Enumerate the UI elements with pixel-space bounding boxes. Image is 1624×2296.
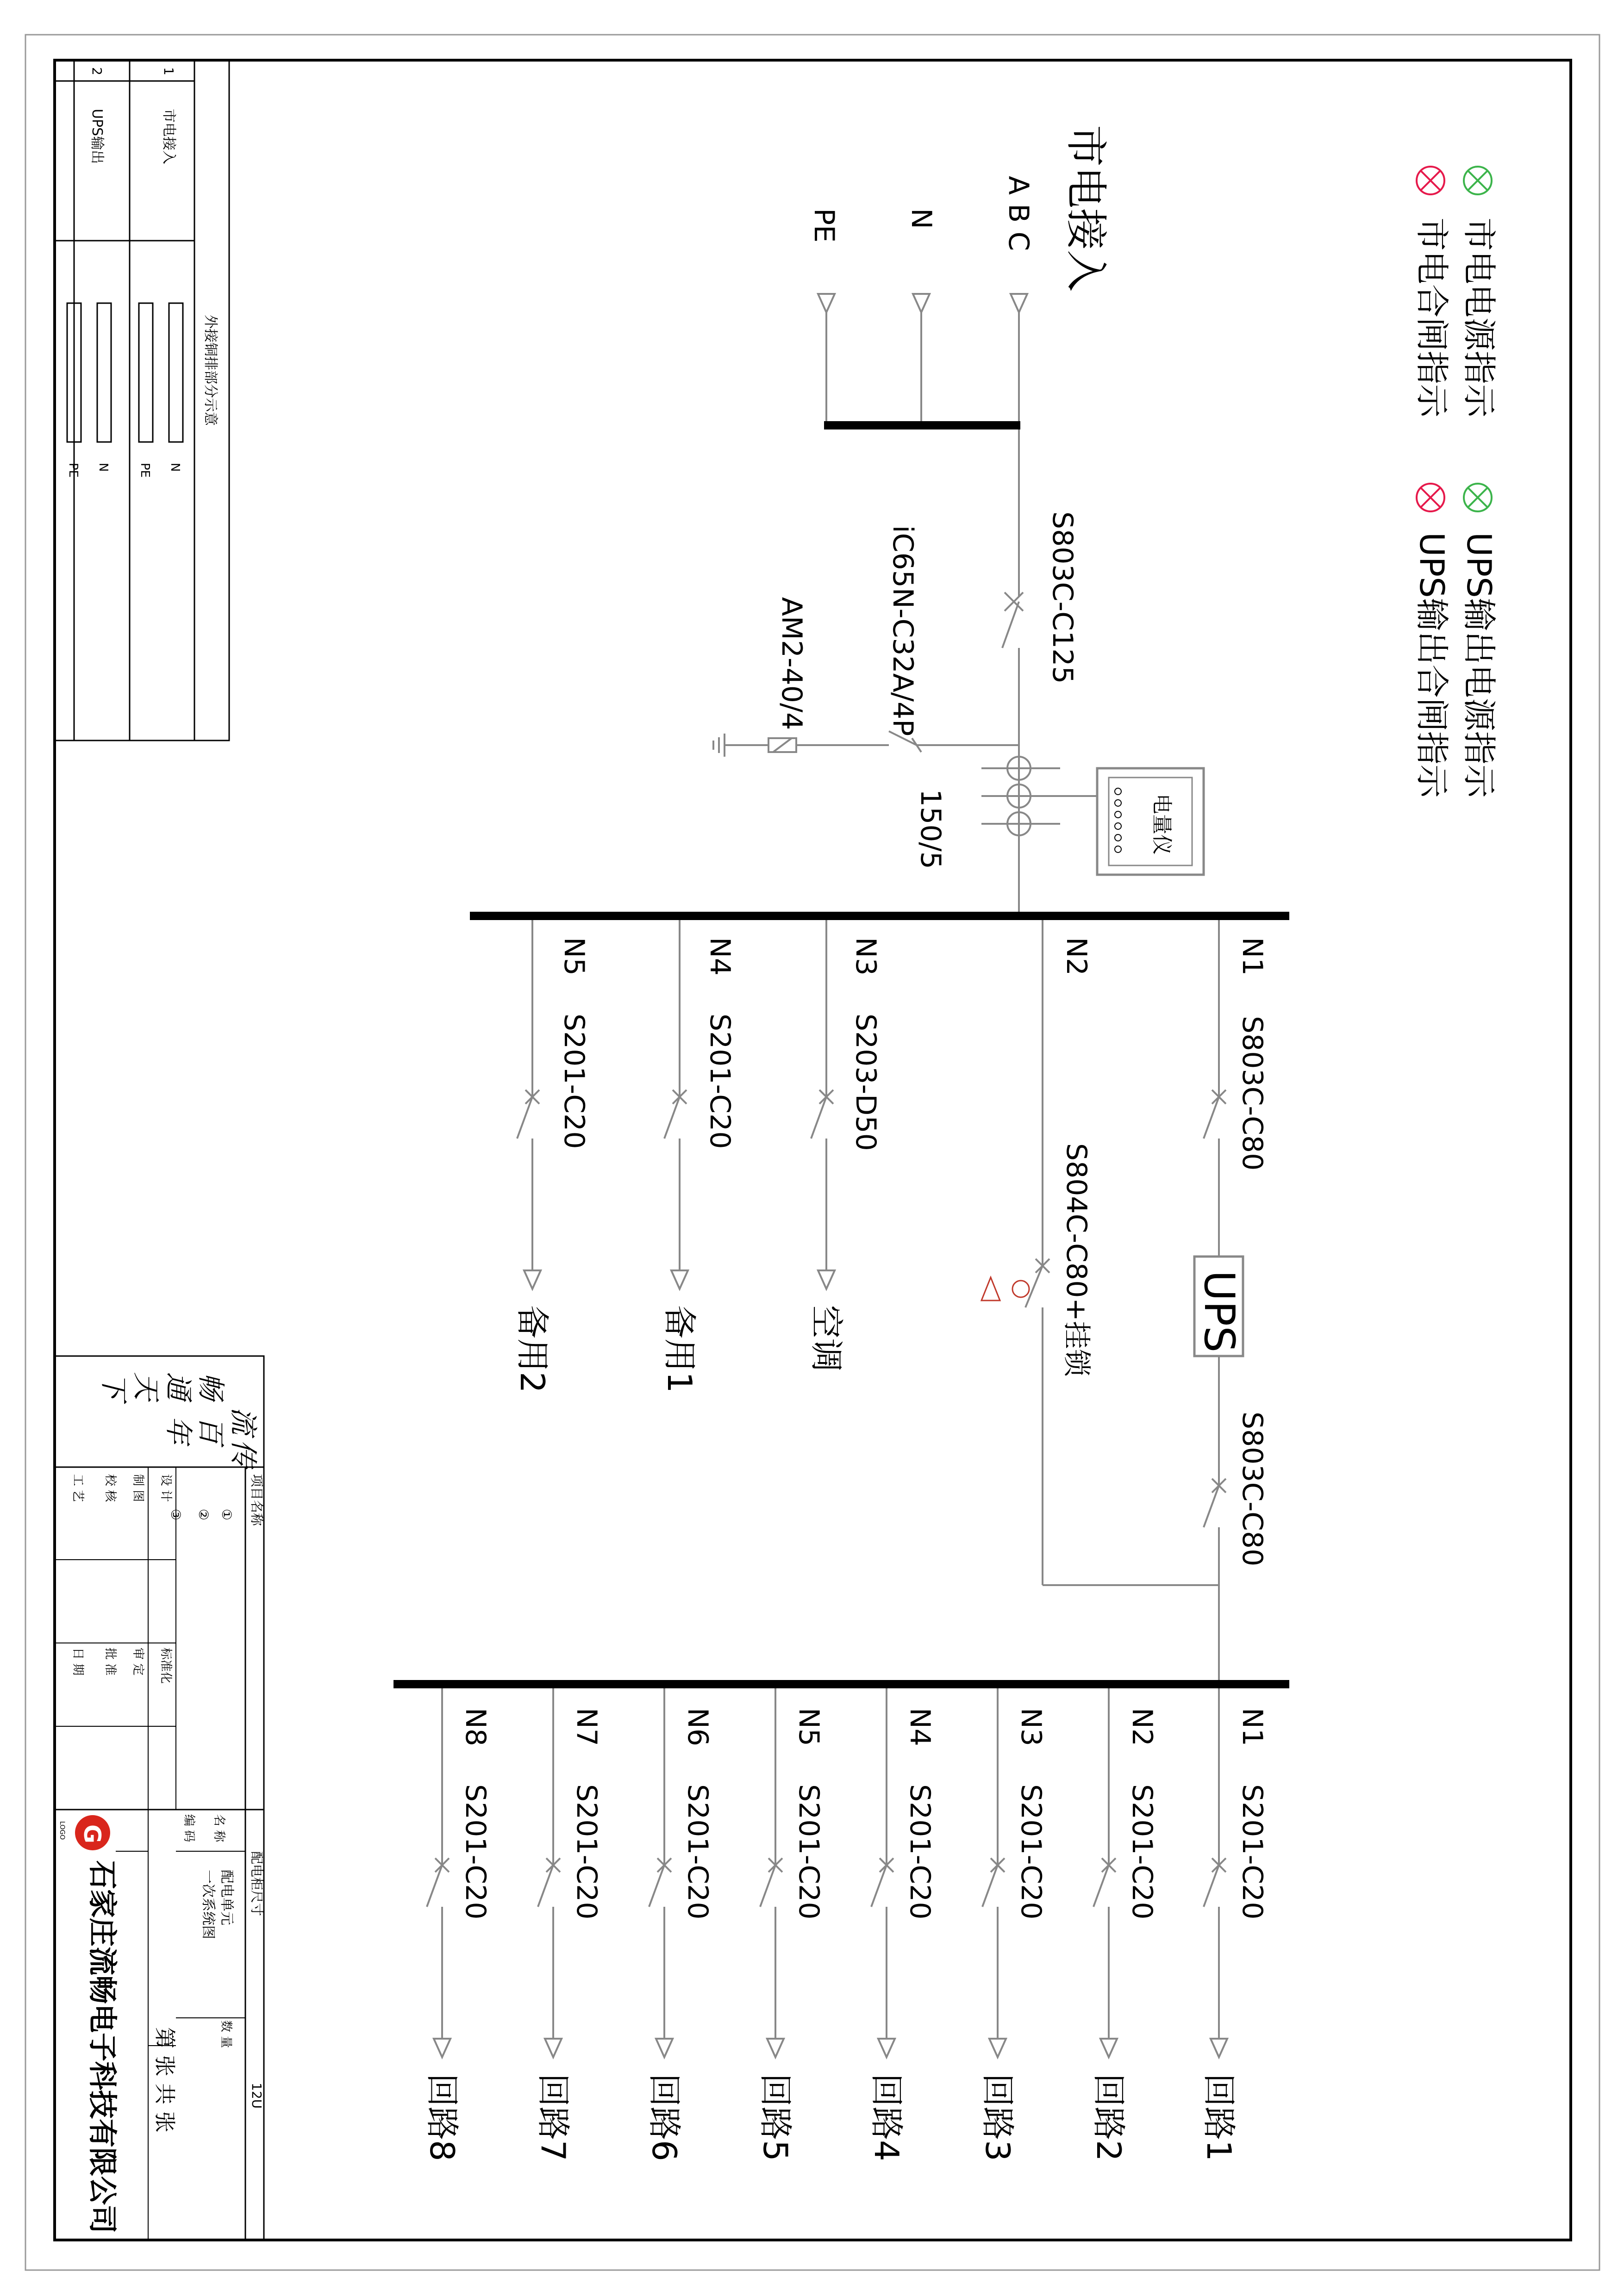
feeder-breaker: S201-C20 bbox=[704, 1014, 736, 1149]
slogan-char: 年 bbox=[162, 1416, 194, 1444]
output-arrow-icon bbox=[656, 2039, 673, 2057]
feeder-id: N7 bbox=[570, 1708, 603, 1747]
input-arrow-pe bbox=[818, 294, 835, 312]
bar-label: PE bbox=[66, 463, 80, 478]
phase-labels: A B C bbox=[1002, 176, 1035, 251]
feeder-breaker: S201-C20 bbox=[1015, 1784, 1047, 1920]
feeder-load: 空调 bbox=[807, 1305, 846, 1372]
legend-label-2: 市电合闸指示 bbox=[1412, 218, 1451, 418]
rev-3: ③ bbox=[168, 1509, 183, 1521]
feeder-id: N1 bbox=[1236, 1708, 1268, 1747]
legend-item-1 bbox=[1460, 167, 1499, 418]
meter-label: 电量仪 bbox=[1150, 794, 1174, 855]
qty-label: 数 量 bbox=[219, 2020, 233, 2048]
feeder-breaker: S201-C20 bbox=[793, 1784, 825, 1920]
cabinet-size-label: 配电柜尺寸 bbox=[249, 1851, 264, 1916]
feeder-id: N3 bbox=[1015, 1708, 1047, 1747]
feeder-breaker: S201-C20 bbox=[904, 1784, 936, 1920]
bar-label: PE bbox=[138, 463, 152, 478]
feeder-breaker: S201-C20 bbox=[570, 1784, 603, 1920]
process-label: 工 艺 bbox=[71, 1474, 85, 1502]
breaker-contact bbox=[760, 1865, 775, 1907]
legend-item-3 bbox=[1460, 484, 1499, 798]
breaker-contact bbox=[427, 1865, 442, 1907]
output-arrow-icon bbox=[767, 2039, 784, 2057]
approve-label: 批 准 bbox=[103, 1648, 117, 1676]
feeder-id: N5 bbox=[558, 937, 590, 976]
drawing-label: 制 图 bbox=[131, 1474, 145, 1502]
logo-small: LOGO bbox=[58, 1821, 66, 1840]
feeder-load: 回路7 bbox=[534, 2073, 573, 2161]
slogan-char: 下 bbox=[97, 1372, 130, 1400]
row-name-1: 市电接入 bbox=[161, 109, 177, 164]
rev-2: ② bbox=[196, 1509, 211, 1521]
feeder-breaker: S201-C20 bbox=[558, 1014, 590, 1149]
input-arrow-n bbox=[913, 294, 930, 312]
feeder-id: N1 bbox=[1236, 937, 1268, 976]
name-label: 名 称 bbox=[212, 1814, 226, 1842]
feeder-load: 回路3 bbox=[978, 2073, 1017, 2161]
feeder-load: 回路2 bbox=[1089, 2073, 1128, 2161]
bar-label: N bbox=[168, 463, 182, 472]
review-label: 审 定 bbox=[131, 1648, 145, 1676]
slogan-char: 传 bbox=[227, 1439, 259, 1467]
lower-busbar bbox=[394, 1680, 1289, 1688]
feeder-load: 备用1 bbox=[660, 1305, 699, 1393]
check-label: 校 核 bbox=[103, 1474, 117, 1502]
ups-label: UPS bbox=[1195, 1270, 1243, 1353]
meter-dots bbox=[1115, 788, 1121, 852]
number-label: 编 码 bbox=[182, 1814, 196, 1842]
rev-1: ① bbox=[219, 1509, 234, 1521]
output-arrow-icon bbox=[434, 2039, 450, 2057]
drawing-name-1: 配电单元 bbox=[219, 1870, 235, 1925]
feeder-breaker: S201-C20 bbox=[459, 1784, 492, 1920]
lower-feeder-circuit bbox=[756, 1688, 825, 2161]
main-breaker-label: S803C-C125 bbox=[1046, 511, 1079, 684]
sheet-label: 第 张 共 张 bbox=[152, 2027, 177, 2133]
outer-border bbox=[25, 35, 1599, 2270]
company-name: 石家庄流畅电子科技有限公司 bbox=[86, 1860, 119, 2234]
copper-table-title: 外接铜排部分示意 bbox=[202, 315, 219, 426]
feeder-breaker: S203-D50 bbox=[849, 1014, 882, 1151]
legend-label-4: UPS输出合闸指示 bbox=[1412, 532, 1451, 798]
feeder-load: 回路8 bbox=[423, 2073, 462, 2161]
lower-feeder-circuit bbox=[534, 1688, 603, 2161]
legend-label-1: 市电电源指示 bbox=[1460, 218, 1499, 418]
feeder-id: N4 bbox=[904, 1708, 936, 1747]
ups-out-breaker: S803C-C80 bbox=[1236, 1412, 1268, 1567]
breaker-contact bbox=[538, 1865, 553, 1907]
incoming-supply bbox=[713, 125, 1204, 916]
slogan-char: 畅 bbox=[194, 1372, 227, 1400]
feeder-id: N3 bbox=[849, 937, 882, 976]
ct-ratio-label: 150/5 bbox=[914, 789, 947, 869]
breaker-contact bbox=[871, 1865, 887, 1907]
upper-busbar bbox=[470, 912, 1289, 920]
lower-feeders bbox=[423, 1688, 1268, 2161]
lower-feeder-circuit bbox=[1089, 1688, 1158, 2161]
row-name-2: UPS输出 bbox=[89, 109, 105, 164]
lower-feeder-circuit bbox=[645, 1688, 714, 2161]
slogan-char: 百 bbox=[194, 1416, 227, 1444]
bypass-breaker: S804C-C80+挂锁 bbox=[1060, 1143, 1093, 1377]
padlock-icon bbox=[1012, 1281, 1029, 1297]
design-label: 设 计 bbox=[159, 1474, 173, 1502]
legend-label-3: UPS输出电源指示 bbox=[1460, 532, 1499, 798]
date-label: 日 期 bbox=[71, 1648, 85, 1676]
row-no-2: 2 bbox=[89, 67, 105, 75]
drawing-name-2: 一次系统图 bbox=[200, 1870, 216, 1939]
feeder-id: N5 bbox=[793, 1708, 825, 1747]
feeder-load: 回路1 bbox=[1199, 2073, 1238, 2161]
feeder-breaker: S201-C20 bbox=[1126, 1784, 1158, 1920]
cabinet-size-value: 12U bbox=[249, 2083, 264, 2109]
neutral-label: N bbox=[905, 208, 937, 229]
feeder-breaker: S201-C20 bbox=[1236, 1784, 1268, 1920]
standard-label: 标准化 bbox=[159, 1648, 173, 1684]
slogan-char: 流 bbox=[227, 1407, 259, 1435]
title-block bbox=[55, 1356, 264, 2240]
breaker-contact bbox=[1204, 1865, 1219, 1907]
spd-label: AM2-40/4 bbox=[775, 597, 808, 730]
slogan-char: 通 bbox=[162, 1372, 194, 1400]
input-arrow-abc bbox=[1011, 294, 1027, 312]
lower-feeder-circuit bbox=[423, 1688, 492, 2161]
breaker-contact bbox=[1093, 1865, 1109, 1907]
legend-item-2 bbox=[1412, 167, 1451, 418]
incoming-busbar bbox=[824, 421, 1020, 429]
slogan-char: 天 bbox=[130, 1372, 162, 1400]
feeder-id: N2 bbox=[1060, 937, 1093, 976]
output-arrow-icon bbox=[878, 2039, 895, 2057]
bar-label: N bbox=[96, 463, 110, 472]
feeder-id: N4 bbox=[704, 937, 736, 976]
feeder-breaker: S803C-C80 bbox=[1236, 1016, 1268, 1171]
incoming-title: 市电接入 bbox=[1062, 125, 1110, 292]
lower-feeder-circuit bbox=[867, 1688, 936, 2161]
feeder-load: 备用2 bbox=[513, 1305, 552, 1393]
legend-item-4 bbox=[1412, 484, 1451, 798]
output-arrow-icon bbox=[989, 2039, 1006, 2057]
upper-feeders bbox=[513, 920, 1268, 1680]
feeder-breaker: S201-C20 bbox=[681, 1784, 714, 1920]
feeder-id: N6 bbox=[681, 1708, 714, 1747]
row-no-1: 1 bbox=[161, 67, 176, 75]
output-arrow-icon bbox=[545, 2039, 562, 2057]
feeder-load: 回路4 bbox=[867, 2073, 906, 2161]
lower-feeder-circuit bbox=[1199, 1688, 1268, 2161]
logo-letter: G bbox=[79, 1824, 106, 1844]
feeder-load: 回路5 bbox=[756, 2073, 795, 2161]
pe-label: PE bbox=[808, 208, 840, 243]
feeder-id: N2 bbox=[1126, 1708, 1158, 1747]
breaker-contact bbox=[982, 1865, 998, 1907]
lower-feeder-circuit bbox=[978, 1688, 1047, 2161]
output-arrow-icon bbox=[1211, 2039, 1227, 2057]
feeder-id: N8 bbox=[459, 1708, 492, 1747]
legend bbox=[1412, 167, 1499, 798]
copper-table bbox=[55, 60, 229, 740]
project-name-label: 项目名称 bbox=[249, 1474, 264, 1526]
output-arrow-icon bbox=[1100, 2039, 1117, 2057]
spd-breaker-label: iC65N-C32A/4P bbox=[887, 525, 919, 736]
breaker-contact bbox=[649, 1865, 664, 1907]
feeder-load: 回路6 bbox=[645, 2073, 684, 2161]
